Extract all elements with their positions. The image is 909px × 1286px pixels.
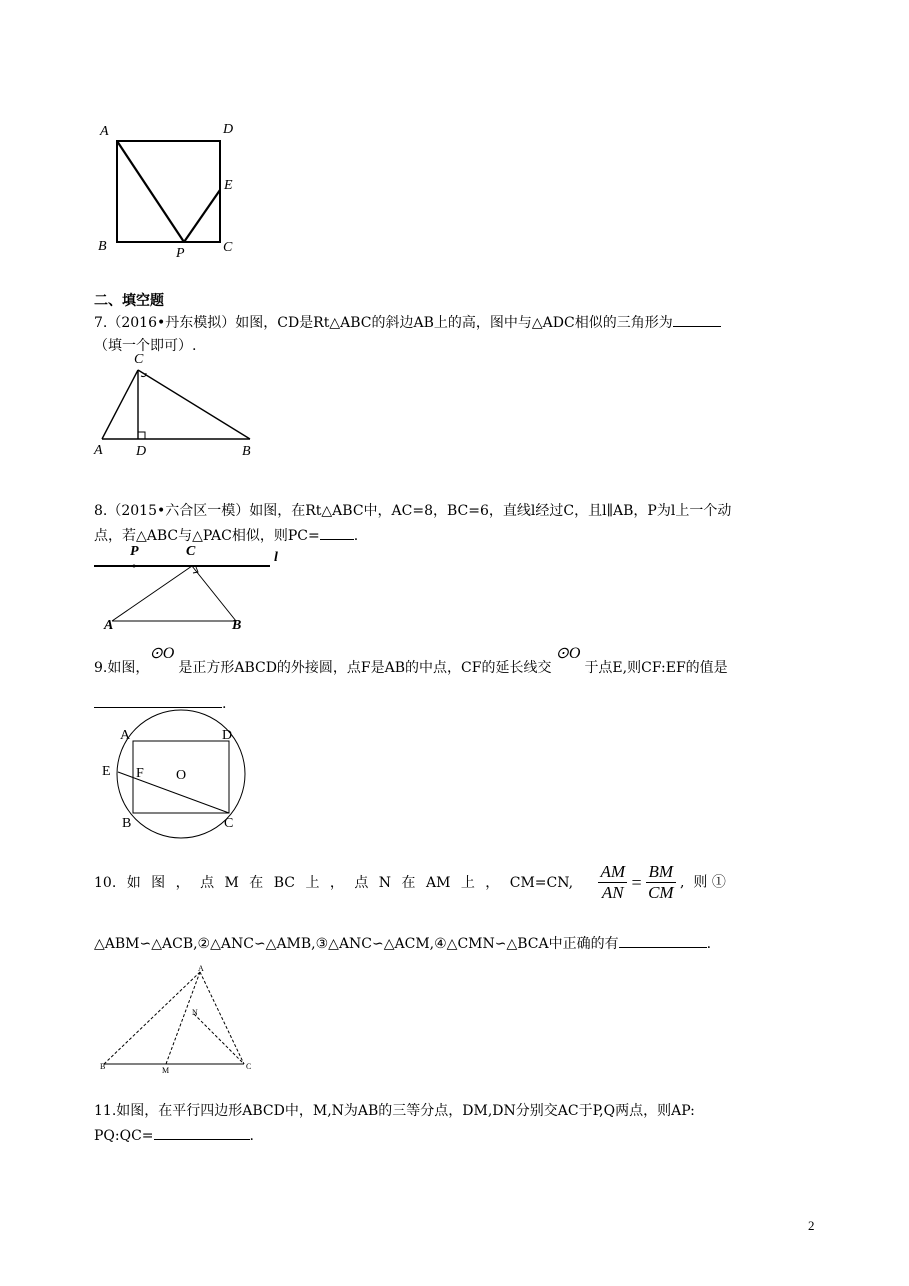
q9-suffix: 于点E,则CF:EF的值是 [584, 660, 728, 676]
side-ac [102, 370, 138, 439]
label-a: A [94, 443, 103, 458]
q9-mid: 是正方形ABCD的外接圆，点F是AB的中点，CF的延长线交 [178, 660, 552, 676]
q8-answer-blank[interactable] [320, 525, 354, 540]
q10-line1 [94, 862, 726, 903]
q10-period: . [706, 936, 712, 952]
label-d: D [222, 728, 233, 743]
q11-text: PQ:QC= [94, 1128, 154, 1144]
q10-fraction-bm-cm [646, 862, 676, 903]
q7-line1 [94, 312, 721, 333]
label-c: C [224, 816, 234, 831]
side-ac [200, 972, 244, 1064]
page-number: 2 [808, 1218, 815, 1233]
segment-nc [194, 1014, 244, 1064]
q11-answer-blank[interactable] [154, 1125, 250, 1140]
figure-triangle-q8 [92, 544, 292, 636]
label-c: C [246, 1062, 252, 1071]
label-c: C [134, 352, 144, 367]
side-ac [112, 566, 192, 621]
label-p: P [176, 246, 185, 261]
q9-answer-blank[interactable] [94, 693, 222, 708]
segment-pe [184, 190, 220, 242]
label-c: C [223, 240, 233, 255]
figure-q10-svg [96, 962, 266, 1078]
q10-suffix: , 则 ① [680, 874, 726, 891]
fraction-numerator: BM [646, 862, 676, 883]
point-p [133, 565, 136, 568]
q10-fraction-am-an [598, 862, 627, 903]
side-cb [138, 370, 250, 439]
square-outline [117, 141, 220, 242]
label-f: F [136, 766, 144, 781]
side-cb [192, 566, 236, 621]
q11-period: . [249, 1128, 254, 1144]
label-a: A [100, 124, 109, 139]
label-a: A [198, 964, 204, 973]
label-e: E [224, 178, 233, 193]
q9-line2 [94, 693, 226, 714]
fraction-numerator: AM [600, 862, 625, 881]
q11-line1: 11.如图，在平行四边形ABCD中，M,N为AB的三等分点，DM,DN分别交AC于P,Q两点，则AP: [94, 1103, 695, 1119]
q9-prefix: 9.如图， [94, 660, 150, 676]
q10-prefix: 10. 如 图 ， 点 M 在 BC 上 ， 点 N 在 AM 上 ， CM=CN, [94, 874, 574, 891]
label-e: E [102, 764, 111, 779]
q8-text: 点，若△ABC与△PAC相似，则PC= [94, 528, 320, 544]
segment-ec [118, 772, 229, 813]
label-c: C [186, 544, 196, 559]
q8-line1: 8.（2015•六合区一模）如图，在Rt△ABC中，AC=8，BC=6，直线l经过C，且l∥AB，P为l上一个动 [94, 503, 732, 519]
q10-text: △ABM∽△ACB,②△ANC∽△AMB,③△ANC∽△ACM,④△CMN∽△BCA中正确的有 [94, 936, 619, 952]
figure-square-apde [96, 120, 246, 265]
q11-line2 [94, 1125, 254, 1146]
side-ab [104, 972, 200, 1064]
segment-am [166, 972, 200, 1064]
q9-circle-symbol: ⊙O [149, 645, 175, 662]
figure-q7-svg [90, 352, 260, 464]
label-b: B [232, 618, 242, 633]
label-n: N [192, 1008, 198, 1017]
fraction-denominator: CM [648, 883, 674, 902]
label-b: B [98, 239, 107, 254]
section-title: 二、填空题 [94, 293, 164, 309]
right-angle-mark-d [138, 432, 145, 439]
figure-circle-square-q9 [98, 724, 258, 842]
q9-line1 [94, 645, 728, 678]
label-d: D [136, 444, 147, 459]
q7-text: 7.（2016•丹东模拟）如图，CD是Rt△ABC的斜边AB上的高，图中与△ADC相似的三角形为 [94, 315, 673, 331]
label-m: M [162, 1066, 170, 1075]
q9-circle-symbol-2: ⊙O [555, 645, 581, 662]
segment-ap [117, 141, 184, 242]
q10-line2 [94, 933, 711, 954]
label-b: B [100, 1062, 106, 1071]
q7-line2: （填一个即可）. [94, 338, 197, 354]
label-d: D [223, 122, 234, 137]
figure-right-triangle-q7 [90, 352, 260, 464]
label-b: B [242, 444, 251, 459]
q10-equals: = [631, 872, 642, 893]
label-o: O [176, 768, 187, 783]
q10-answer-blank[interactable] [619, 933, 707, 948]
q8-period: . [353, 528, 359, 544]
label-p: P [130, 544, 139, 559]
label-a: A [104, 618, 114, 633]
label-a: A [120, 728, 131, 743]
fraction-denominator: AN [601, 883, 624, 902]
q9-period: . [222, 696, 227, 712]
q7-answer-blank[interactable] [673, 312, 721, 327]
label-l: l [274, 550, 278, 565]
label-b: B [122, 816, 132, 831]
q8-line2 [94, 525, 358, 546]
figure-triangle-q10 [96, 962, 266, 1078]
